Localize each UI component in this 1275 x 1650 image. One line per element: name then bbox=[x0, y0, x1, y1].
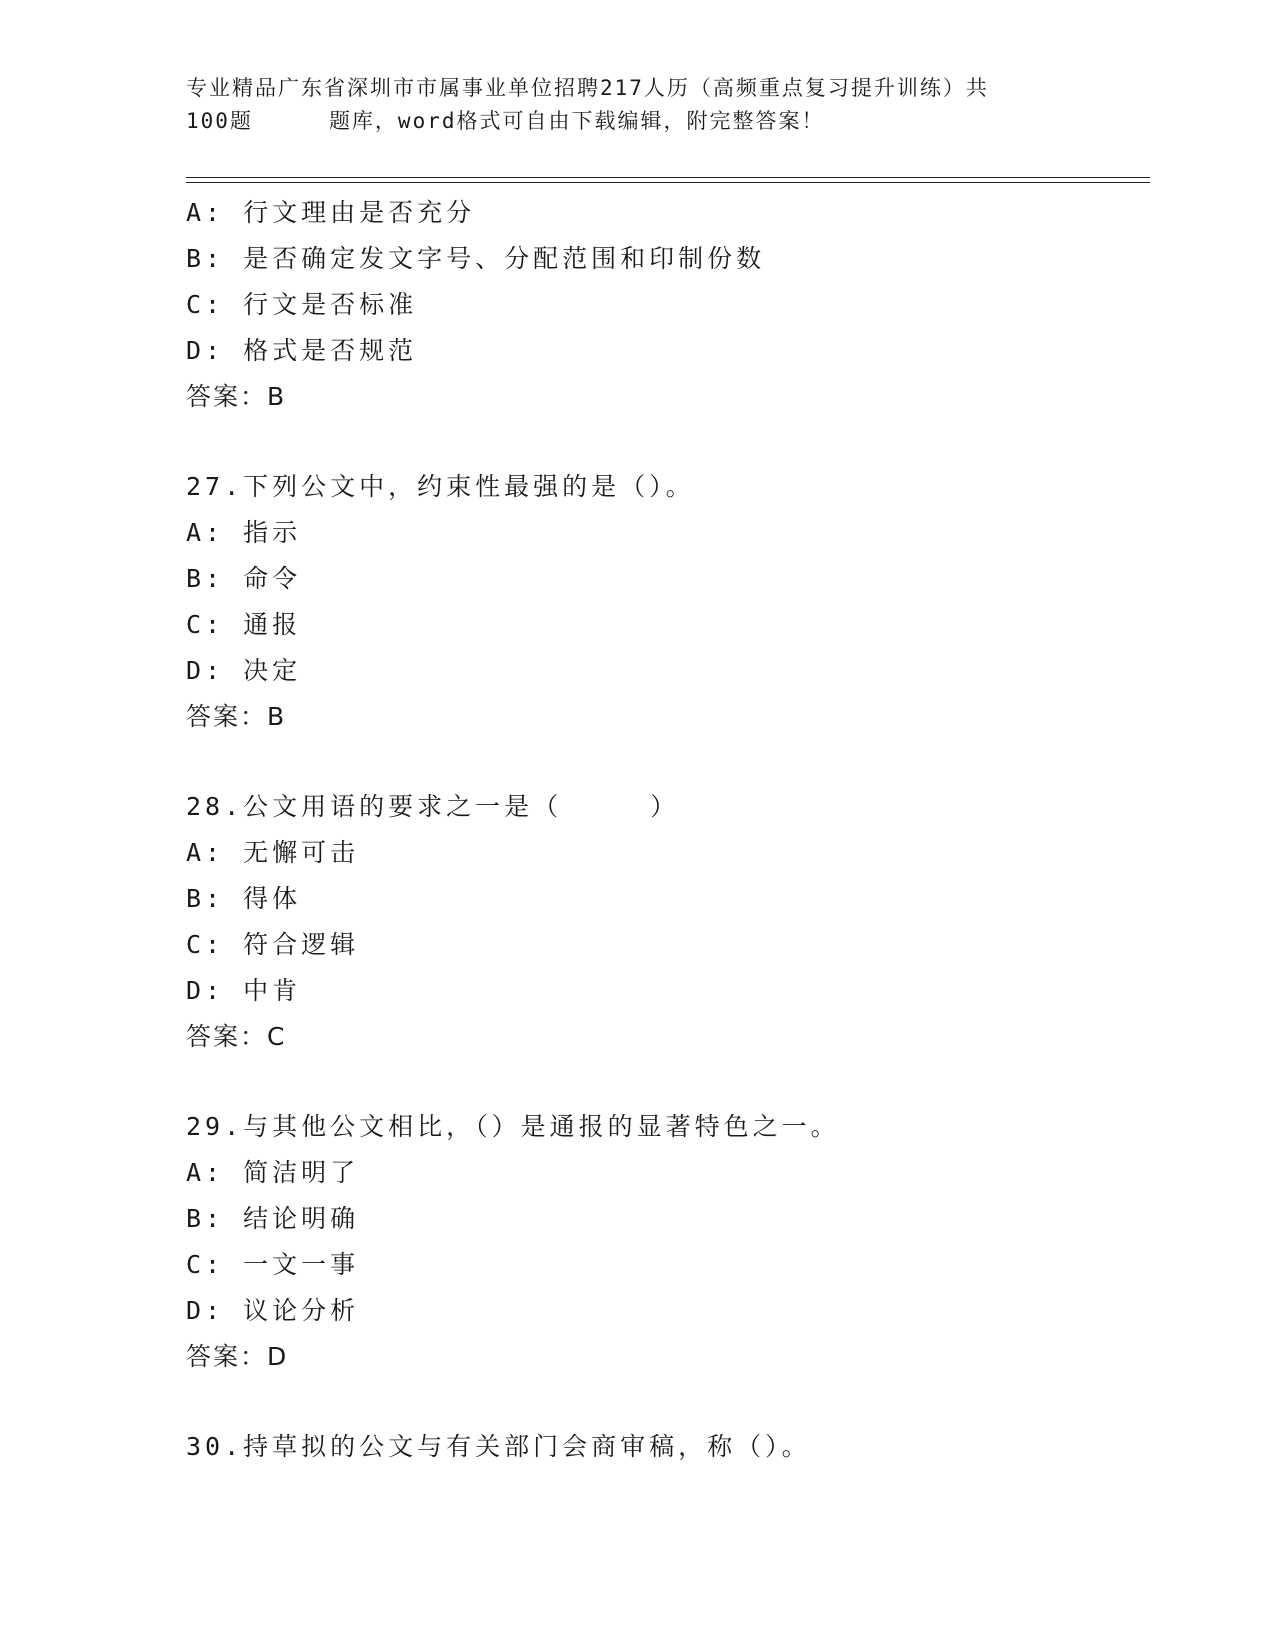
option-c: C: 行文是否标准 bbox=[186, 290, 418, 319]
option-c: C: 通报 bbox=[186, 610, 302, 639]
option-b: B: 是否确定发文字号、分配范围和印制份数 bbox=[186, 244, 766, 273]
question-stem: 30.持草拟的公文与有关部门会商审稿，称（）。 bbox=[186, 1432, 811, 1461]
option-d: D: 决定 bbox=[186, 656, 302, 685]
question-stem: 27.下列公文中，约束性最强的是（）。 bbox=[186, 472, 695, 501]
option-b: B: 结论明确 bbox=[186, 1204, 360, 1233]
option-c: C: 一文一事 bbox=[186, 1250, 360, 1279]
header-line-2 bbox=[186, 105, 1086, 138]
question-stem: 29.与其他公文相比，（）是通报的显著特色之一。 bbox=[186, 1112, 840, 1141]
question-30 bbox=[186, 1424, 1150, 1470]
question-stem bbox=[186, 784, 1150, 830]
header-line-2-left: 100题 bbox=[186, 109, 253, 133]
header-divider-bottom bbox=[186, 182, 1150, 183]
question-stem-end: ） bbox=[650, 792, 680, 821]
option-d: D: 格式是否规范 bbox=[186, 336, 418, 365]
option-d: D: 中肯 bbox=[186, 976, 302, 1005]
answer: 答案：D bbox=[186, 1342, 289, 1371]
answer: 答案：C bbox=[186, 1022, 287, 1051]
header-line-2-right: 题库，word格式可自由下载编辑，附完整答案！ bbox=[328, 109, 825, 133]
option-c: C: 符合逻辑 bbox=[186, 930, 360, 959]
question-26 bbox=[186, 190, 1150, 420]
header-line-1: 专业精品广东省深圳市市属事业单位招聘217人历（高频重点复习提升训练）共 bbox=[186, 76, 989, 100]
document-header bbox=[186, 72, 1086, 138]
question-list bbox=[186, 190, 1150, 1470]
option-d: D: 议论分析 bbox=[186, 1296, 360, 1325]
answer: 答案：B bbox=[186, 702, 287, 731]
header-divider-top bbox=[186, 177, 1150, 178]
option-a: A: 无懈可击 bbox=[186, 838, 360, 867]
question-29 bbox=[186, 1104, 1150, 1380]
question-28 bbox=[186, 784, 1150, 1060]
answer: 答案：B bbox=[186, 382, 287, 411]
option-a: A: 指示 bbox=[186, 518, 302, 547]
option-b: B: 命令 bbox=[186, 564, 302, 593]
option-a: A: 简洁明了 bbox=[186, 1158, 360, 1187]
option-a: A: 行文理由是否充分 bbox=[186, 198, 476, 227]
question-27 bbox=[186, 464, 1150, 740]
option-b: B: 得体 bbox=[186, 884, 302, 913]
question-stem-start: 28.公文用语的要求之一是（ bbox=[186, 792, 563, 821]
